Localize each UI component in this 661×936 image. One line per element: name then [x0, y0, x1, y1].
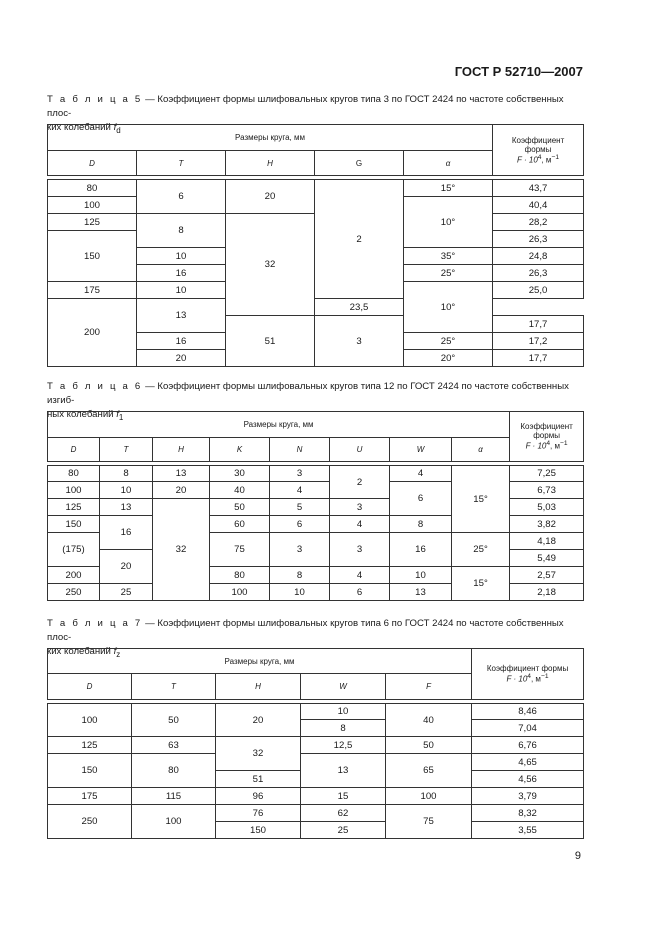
cell: 26,3: [493, 231, 584, 248]
cell: 15°: [452, 466, 510, 533]
cell: 125: [48, 737, 132, 754]
cell: 175: [48, 788, 132, 805]
cell: 150: [216, 822, 301, 839]
col-header: T: [100, 438, 153, 462]
cell: 200: [48, 567, 100, 584]
cell: 16: [390, 533, 452, 567]
cell: 80: [48, 180, 137, 197]
group-header: Размеры круга, мм: [48, 412, 510, 438]
table5: [47, 124, 584, 367]
cell: 60: [210, 516, 270, 533]
cell: 100: [132, 805, 216, 839]
cell: 3: [315, 316, 404, 367]
cell: 2,57: [510, 567, 584, 584]
cell: 75: [386, 805, 472, 839]
cell: 20: [153, 482, 210, 499]
cell: 10: [137, 282, 226, 299]
cell: 76: [216, 805, 301, 822]
col-header: D: [48, 674, 132, 700]
cell: 6,76: [472, 737, 584, 754]
cell: 30: [210, 466, 270, 482]
cell: 80: [210, 567, 270, 584]
cell: 8: [390, 516, 452, 533]
cell: 40: [210, 482, 270, 499]
cell: 51: [226, 316, 315, 367]
cell: 10: [390, 567, 452, 584]
cell: 3: [330, 533, 390, 567]
cell: 40: [386, 704, 472, 737]
cell: 10: [270, 584, 330, 601]
cell: 16: [137, 333, 226, 350]
cell: 175: [48, 282, 137, 299]
cell: 15: [301, 788, 386, 805]
cell: 3: [270, 533, 330, 567]
cell: 25°: [452, 533, 510, 567]
coef-header: Коэффициент формы $F \cdot 10^4$, $м^{-1}$: [510, 412, 584, 462]
cell: 80: [48, 466, 100, 482]
cell: 13: [153, 466, 210, 482]
cell: 8: [301, 720, 386, 737]
cell: 2: [315, 180, 404, 299]
cell: 150: [48, 231, 137, 282]
cell: 250: [48, 805, 132, 839]
col-header: T: [132, 674, 216, 700]
cell: 13: [100, 499, 153, 516]
cell: 125: [48, 214, 137, 231]
cell: 3: [330, 499, 390, 516]
page-number: 9: [574, 850, 581, 862]
col-header: U: [330, 438, 390, 462]
cell: 17,2: [493, 333, 584, 350]
cell: 7,25: [510, 466, 584, 482]
cell: 115: [132, 788, 216, 805]
cell: 3: [270, 466, 330, 482]
cell: 8,46: [472, 704, 584, 720]
cell: 75: [210, 533, 270, 567]
cell: 20: [216, 704, 301, 737]
cell: 7,04: [472, 720, 584, 737]
cell: 150: [48, 516, 100, 533]
col-header: D: [48, 438, 100, 462]
cell: 43,7: [493, 180, 584, 197]
cell: 15°: [404, 180, 493, 197]
cell: 20°: [404, 350, 493, 367]
cell: 200: [48, 299, 137, 367]
cell: 51: [216, 771, 301, 788]
cell: 5,49: [510, 550, 584, 567]
cell: 25: [301, 822, 386, 839]
cell: 6,73: [510, 482, 584, 499]
cell: 10°: [404, 282, 493, 333]
cell: 50: [132, 704, 216, 737]
cell: 4,65: [472, 754, 584, 771]
cell: 26,3: [493, 265, 584, 282]
cell: 125: [48, 499, 100, 516]
cell: 8: [270, 567, 330, 584]
cell: 8: [100, 466, 153, 482]
document-id: ГОСТ Р 52710—2007: [454, 64, 583, 79]
coef-header: Коэффициент формы $F \cdot 10^4$, $м^{-1}$: [493, 125, 584, 176]
cell: 250: [48, 584, 100, 601]
cell: 40,4: [493, 197, 584, 214]
cell: 6: [137, 180, 226, 214]
cell: 20: [226, 180, 315, 214]
col-header: α: [404, 151, 493, 176]
cell: 17,7: [493, 350, 584, 367]
cell: 25,0: [493, 282, 584, 299]
col-header: K: [210, 438, 270, 462]
cell: 20: [137, 350, 226, 367]
cell: 4,18: [510, 533, 584, 550]
cell: 16: [100, 516, 153, 550]
cell: 50: [210, 499, 270, 516]
cell: 20: [100, 550, 153, 584]
cell: 62: [301, 805, 386, 822]
cell: (175): [48, 533, 100, 567]
cell: 4,56: [472, 771, 584, 788]
cell: 3,82: [510, 516, 584, 533]
cell: 100: [386, 788, 472, 805]
cell: 10: [100, 482, 153, 499]
coef-header: Коэффициент формы $F \cdot 10^4$, $м^{-1}$: [472, 649, 584, 700]
cell: 100: [48, 704, 132, 737]
cell: 13: [301, 754, 386, 788]
cell: 4: [270, 482, 330, 499]
table6-caption: Т а б л и ц а 6 — Коэффициент формы шлифовальных кругов типа 12 по ГОСТ 2424 по частоте собственных изгиб- ных колебаний $f_1$: [47, 381, 569, 422]
cell: 17,7: [493, 316, 584, 333]
cell: 8: [137, 214, 226, 248]
cell: 5: [270, 499, 330, 516]
cell: 96: [216, 788, 301, 805]
cell: 80: [132, 754, 216, 788]
table5-caption: Т а б л и ц а 5 — Коэффициент формы шлифовальных кругов типа 3 по ГОСТ 2424 по частоте собственных плос- ких колебаний $f_d$: [47, 94, 564, 135]
cell: 16: [137, 265, 226, 282]
cell: 10: [301, 704, 386, 720]
cell: 5,03: [510, 499, 584, 516]
cell: 25°: [404, 333, 493, 350]
cell: 23,5: [315, 299, 404, 316]
cell: 32: [226, 214, 315, 316]
cell: 6: [330, 584, 390, 601]
cell: 150: [48, 754, 132, 788]
group-header: Размеры круга, мм: [48, 125, 493, 151]
col-header: H: [216, 674, 301, 700]
col-header: T: [137, 151, 226, 176]
cell: 3,79: [472, 788, 584, 805]
col-header: N: [270, 438, 330, 462]
col-header: α: [452, 438, 510, 462]
col-header: H: [226, 151, 315, 176]
cell: 2,18: [510, 584, 584, 601]
table7-caption: Т а б л и ц а 7 — Коэффициент формы шлифовальных кругов типа 6 по ГОСТ 2424 по частоте собственных плос- ких колебаний $f_z$: [47, 618, 564, 659]
cell: 15°: [452, 567, 510, 601]
cell: 28,2: [493, 214, 584, 231]
cell: 4: [390, 466, 452, 482]
col-header: F: [386, 674, 472, 700]
col-header: H: [153, 438, 210, 462]
cell: 2: [330, 466, 390, 499]
cell: 25°: [404, 265, 493, 282]
cell: 50: [386, 737, 472, 754]
group-header: Размеры круга, мм: [48, 649, 472, 674]
cell: 65: [386, 754, 472, 788]
cell: 3,55: [472, 822, 584, 839]
cell: 25: [100, 584, 153, 601]
cell: 100: [48, 482, 100, 499]
cell: 100: [210, 584, 270, 601]
cell: 10: [137, 248, 226, 265]
col-header: D: [48, 151, 137, 176]
cell: 32: [153, 499, 210, 601]
cell: 8,32: [472, 805, 584, 822]
cell: 10°: [404, 197, 493, 248]
cell: 6: [390, 482, 452, 516]
table7: [47, 648, 584, 839]
col-header: W: [301, 674, 386, 700]
cell: 6: [270, 516, 330, 533]
cell: 24,8: [493, 248, 584, 265]
cell: 13: [390, 584, 452, 601]
cell: 13: [137, 299, 226, 333]
cell: 100: [48, 197, 137, 214]
col-header: W: [390, 438, 452, 462]
col-header: G: [315, 151, 404, 176]
cell: 35°: [404, 248, 493, 265]
cell: 63: [132, 737, 216, 754]
cell: 4: [330, 516, 390, 533]
cell: 32: [216, 737, 301, 771]
table6: [47, 411, 584, 601]
cell: 12,5: [301, 737, 386, 754]
cell: 4: [330, 567, 390, 584]
